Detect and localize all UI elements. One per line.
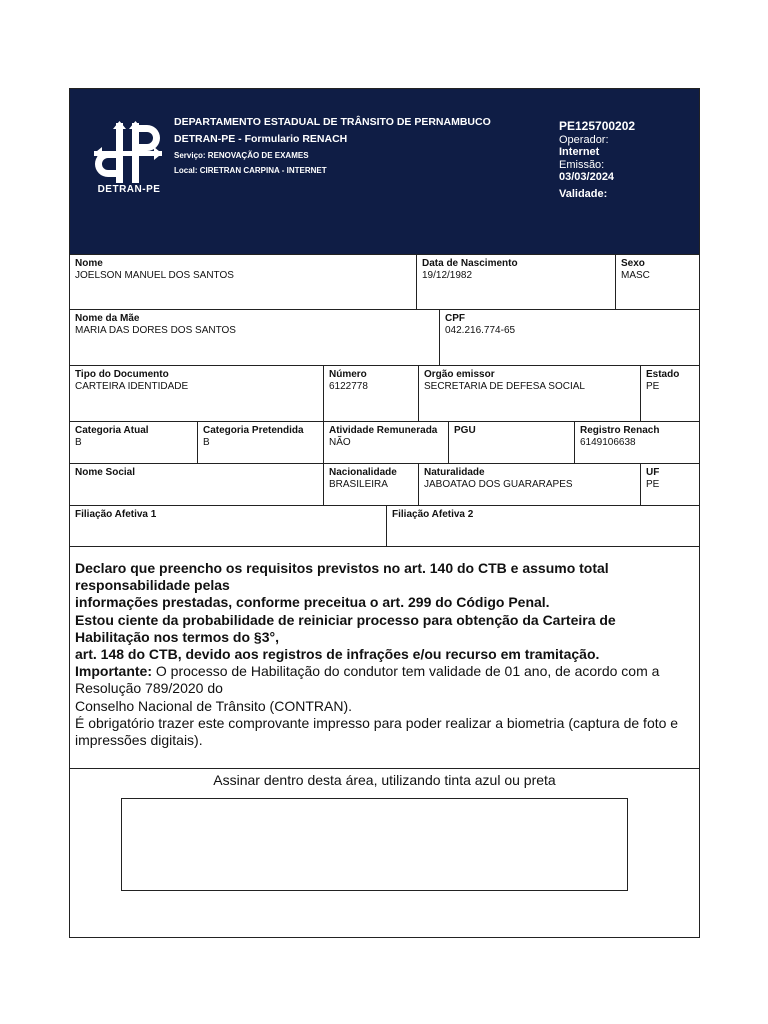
field-nacionalidade — [323, 464, 418, 505]
signature-instruction: Assinar dentro desta área, utilizando tinta azul ou preta — [213, 772, 556, 788]
field-value: 19/12/1982 — [422, 270, 473, 281]
field-nome-social — [70, 464, 323, 505]
row-name — [70, 254, 699, 309]
field-label: Registro Renach — [580, 425, 660, 436]
declaration-line: É obrigatório trazer este comprovante impresso para poder realizar a biometria (captura de foto e impressões digitais). — [75, 714, 679, 749]
field-data-nascimento — [416, 255, 615, 309]
field-value: 6149106638 — [580, 437, 636, 448]
field-value: SECRETARIA DE DEFESA SOCIAL — [424, 381, 585, 392]
header-meta — [559, 120, 635, 200]
field-label: Categoria Atual — [75, 425, 149, 436]
field-label: Estado — [646, 369, 680, 380]
field-filiacao-1 — [70, 506, 386, 546]
detran-logo-icon — [94, 121, 162, 187]
form-header — [70, 89, 699, 254]
field-value: 042.216.774-65 — [445, 325, 516, 336]
row-filiation — [70, 505, 699, 546]
field-value: JABOATAO DOS GUARARAPES — [424, 479, 573, 490]
important-note — [75, 663, 689, 697]
field-orgao-emissor — [418, 366, 640, 421]
field-label: Nome — [75, 258, 103, 269]
row-document — [70, 365, 699, 421]
important-label: Importante: — [75, 663, 152, 680]
row-category — [70, 421, 699, 463]
declaration-line: Declaro que preencho os requisitos previstos no art. 140 do CTB e assumo total responsabilidade pelas — [75, 560, 609, 594]
field-label: Nacionalidade — [329, 467, 397, 478]
field-estado — [640, 366, 699, 421]
field-value: CARTEIRA IDENTIDADE — [75, 381, 189, 392]
field-sexo — [615, 255, 699, 309]
field-label: Naturalidade — [424, 467, 485, 478]
field-atividade-remunerada — [323, 422, 448, 463]
field-nome-mae — [70, 310, 439, 365]
field-pgu — [448, 422, 574, 463]
row-mother — [70, 309, 699, 365]
field-numero — [323, 366, 418, 421]
declaration-block — [70, 546, 699, 768]
signature-box[interactable] — [121, 798, 628, 891]
issue-date: 03/03/2024 — [559, 171, 615, 183]
location-text: Local: CIRETRAN CARPINA - INTERNET — [174, 166, 327, 175]
field-label: Data de Nascimento — [422, 258, 518, 269]
declaration-line: Conselho Nacional de Trânsito (CONTRAN). — [75, 697, 352, 714]
operator-label: Operador: — [559, 133, 609, 146]
logo-text: DETRAN-PE — [97, 184, 161, 195]
service-text: Serviço: RENOVAÇÃO DE EXAMES — [174, 151, 309, 160]
field-label: Nome da Mãe — [75, 313, 140, 324]
field-label: Sexo — [621, 258, 645, 269]
field-label: Filiação Afetiva 1 — [75, 509, 157, 520]
field-naturalidade — [418, 464, 640, 505]
protocol-number: PE125700202 — [559, 119, 636, 133]
field-uf — [640, 464, 699, 505]
declaration-line: Estou ciente da probabilidade de reiniciar processo para obtenção da Carteira de Habilitação nos termos do §3°, — [75, 611, 616, 645]
department-name: DEPARTAMENTO ESTADUAL DE TRÂNSITO DE PERNAMBUCO — [174, 116, 491, 128]
field-value: MASC — [621, 270, 650, 281]
field-label: PGU — [454, 425, 476, 436]
field-label: Orgão emissor — [424, 369, 495, 380]
operator-value: Internet — [559, 146, 600, 158]
field-value: 6122778 — [329, 381, 368, 392]
field-filiacao-2 — [386, 506, 699, 546]
field-label: Filiação Afetiva 2 — [392, 509, 474, 520]
field-label: UF — [646, 467, 660, 478]
field-categoria-atual — [70, 422, 197, 463]
field-label: Número — [329, 369, 367, 380]
field-value: BRASILEIRA — [329, 479, 388, 490]
field-label: Nome Social — [75, 467, 136, 478]
field-label: Atividade Remunerada — [329, 425, 438, 436]
renach-form — [69, 88, 700, 938]
declaration-line: art. 148 do CTB, devido aos registros de infrações e/ou recurso em tramitação. — [75, 646, 600, 663]
field-value: B — [75, 437, 82, 448]
row-nationality — [70, 463, 699, 505]
field-label: CPF — [445, 313, 465, 324]
field-tipo-documento — [70, 366, 323, 421]
field-value: MARIA DAS DORES DOS SANTOS — [75, 325, 236, 336]
field-value: PE — [646, 381, 660, 392]
field-label: Categoria Pretendida — [203, 425, 304, 436]
field-label: Tipo do Documento — [75, 369, 169, 380]
field-nome — [70, 255, 416, 309]
signature-area — [70, 768, 699, 937]
form-title: DETRAN-PE - Formulario RENACH — [174, 133, 348, 145]
declaration-line: informações prestadas, conforme preceitua o art. 299 do Código Penal. — [75, 594, 550, 611]
field-categoria-pretendida — [197, 422, 323, 463]
field-value: JOELSON MANUEL DOS SANTOS — [75, 270, 234, 281]
field-value: NÃO — [329, 437, 351, 448]
field-value: B — [203, 437, 210, 448]
field-cpf — [439, 310, 699, 365]
validity-label: Validade: — [559, 187, 608, 200]
important-text: O processo de Habilitação do condutor tem validade de 01 ano, de acordo com a Resolução 789/2020 do — [75, 663, 660, 697]
field-registro-renach — [574, 422, 699, 463]
field-value: PE — [646, 479, 660, 490]
issue-label: Emissão: — [559, 158, 605, 171]
